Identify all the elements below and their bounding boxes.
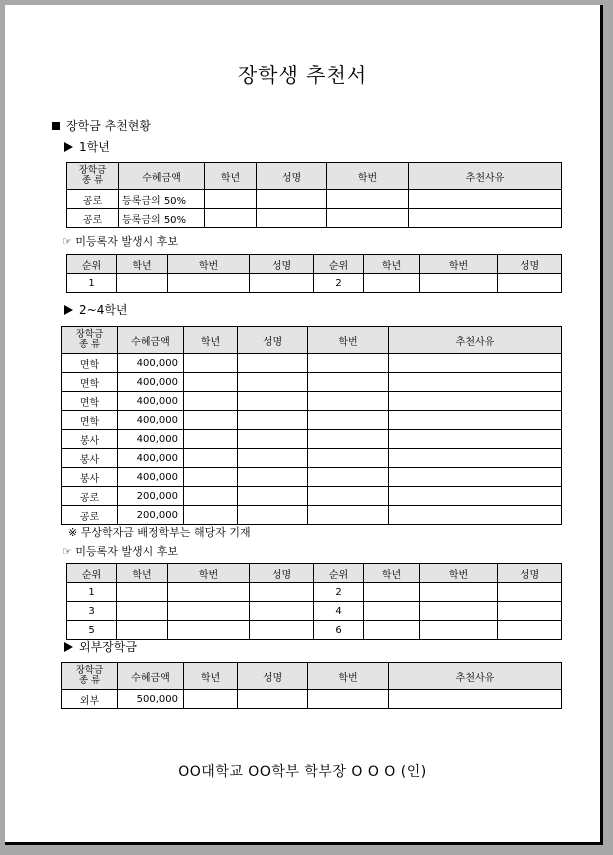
cell-grade[interactable] [117, 621, 168, 640]
cell-student-id[interactable] [308, 487, 389, 506]
signature-line: OO대학교 OO학부 학부장 O O O (인) [178, 764, 427, 780]
cell-amount: 200,000 [118, 506, 184, 525]
triangle-bullet-icon [64, 142, 73, 152]
cell-reason[interactable] [389, 487, 562, 506]
square-bullet-icon [52, 122, 60, 130]
cell-grade[interactable] [184, 373, 238, 392]
header-kind: 장학금 종 류 [62, 663, 118, 690]
cell-rank: 2 [314, 274, 364, 293]
table-row [67, 583, 562, 602]
table-row [62, 690, 562, 709]
cell-kind: 공로 [62, 487, 118, 506]
cell-student-id[interactable] [308, 468, 389, 487]
cell-reason[interactable] [389, 392, 562, 411]
year1-table [66, 162, 562, 228]
cell-amount: 400,000 [118, 430, 184, 449]
cell-reason[interactable] [389, 449, 562, 468]
header-kind: 장학금 종 류 [62, 327, 118, 354]
header-reason: 추천사유 [389, 663, 562, 690]
cell-student-id[interactable] [308, 690, 389, 709]
cell-kind: 외부 [62, 690, 118, 709]
cell-reason[interactable] [409, 190, 562, 209]
cell-student-id[interactable] [168, 583, 250, 602]
cell-rank: 1 [67, 583, 117, 602]
cell-grade[interactable] [184, 690, 238, 709]
cell-kind: 면학 [62, 392, 118, 411]
cell-amount: 400,000 [118, 411, 184, 430]
header-kind: 장학금 종 류 [67, 163, 119, 190]
table-row [62, 411, 562, 430]
table-row [67, 274, 562, 293]
cell-student-id[interactable] [420, 274, 498, 293]
section-title: 1학년 [79, 140, 110, 154]
header-name: 성명 [250, 255, 314, 274]
section-title: 외부장학금 [79, 640, 137, 654]
header-student-id: 학번 [420, 255, 498, 274]
cell-kind: 면학 [62, 411, 118, 430]
header-rank: 순위 [314, 255, 364, 274]
cell-name[interactable] [238, 373, 308, 392]
cell-student-id[interactable] [168, 602, 250, 621]
cell-name[interactable] [238, 468, 308, 487]
section-year1 [64, 138, 110, 155]
header-grade: 학년 [184, 663, 238, 690]
header-name: 성명 [250, 564, 314, 583]
cell-student-id[interactable] [308, 411, 389, 430]
table-row [62, 468, 562, 487]
cell-rank: 3 [67, 602, 117, 621]
reserve-table-2 [66, 563, 562, 640]
header-student-id: 학번 [168, 564, 250, 583]
cell-student-id[interactable] [308, 449, 389, 468]
cell-grade[interactable] [184, 392, 238, 411]
cell-kind: 공로 [62, 506, 118, 525]
table-row [62, 449, 562, 468]
header-student-id: 학번 [168, 255, 250, 274]
cell-rank: 2 [314, 583, 364, 602]
cell-name[interactable] [250, 621, 314, 640]
section-external [64, 638, 137, 655]
header-grade: 학년 [117, 564, 168, 583]
table-header-row [67, 255, 562, 274]
cell-grade[interactable] [184, 354, 238, 373]
cell-amount: 등록금의 50% [119, 209, 205, 228]
cell-amount: 등록금의 50% [119, 190, 205, 209]
assignment-note: ※ 무상학자금 배정학부는 해당자 기재 [68, 526, 251, 539]
document-page [5, 5, 603, 845]
cell-amount: 400,000 [118, 392, 184, 411]
header-amount: 수혜금액 [118, 663, 184, 690]
cell-student-id[interactable] [327, 209, 409, 228]
table-header-row [67, 163, 562, 190]
header-grade: 학년 [184, 327, 238, 354]
cell-grade[interactable] [364, 621, 420, 640]
table-row [62, 373, 562, 392]
cell-reason[interactable] [409, 209, 562, 228]
section-title: 장학금 추천현황 [66, 119, 151, 133]
cell-reason[interactable] [389, 430, 562, 449]
header-student-id: 학번 [327, 163, 409, 190]
header-name: 성명 [257, 163, 327, 190]
cell-student-id[interactable] [420, 621, 498, 640]
document-title: 장학생 추천서 [237, 63, 368, 87]
cell-student-id[interactable] [308, 354, 389, 373]
table-row [62, 354, 562, 373]
cell-kind: 봉사 [62, 430, 118, 449]
cell-amount: 400,000 [118, 468, 184, 487]
header-grade: 학년 [117, 255, 168, 274]
cell-name[interactable] [238, 354, 308, 373]
cell-student-id[interactable] [420, 583, 498, 602]
cell-name[interactable] [250, 602, 314, 621]
cell-rank: 1 [67, 274, 117, 293]
triangle-bullet-icon [64, 642, 73, 652]
header-rank: 순위 [314, 564, 364, 583]
cell-grade[interactable] [184, 411, 238, 430]
cell-reason[interactable] [389, 506, 562, 525]
reserve-table-1 [66, 254, 562, 293]
section-title: 2~4학년 [79, 303, 128, 317]
cell-kind: 공로 [67, 209, 119, 228]
cell-kind: 면학 [62, 354, 118, 373]
header-grade: 학년 [364, 255, 420, 274]
cell-student-id[interactable] [308, 392, 389, 411]
cell-student-id[interactable] [420, 602, 498, 621]
cell-reason[interactable] [389, 411, 562, 430]
cell-amount: 500,000 [118, 690, 184, 709]
cell-student-id[interactable] [308, 506, 389, 525]
cell-name[interactable] [238, 487, 308, 506]
header-amount: 수혜금액 [118, 327, 184, 354]
cell-grade[interactable] [364, 274, 420, 293]
table-row [67, 190, 562, 209]
cell-grade[interactable] [205, 209, 257, 228]
header-grade: 학년 [205, 163, 257, 190]
external-table [61, 662, 562, 709]
reserve-heading-1: ☞ 미등록자 발생시 후보 [62, 235, 178, 248]
cell-grade[interactable] [117, 274, 168, 293]
cell-student-id[interactable] [308, 430, 389, 449]
cell-name[interactable] [257, 209, 327, 228]
cell-grade[interactable] [184, 468, 238, 487]
table-header-row [67, 564, 562, 583]
header-rank: 순위 [67, 255, 117, 274]
cell-rank: 6 [314, 621, 364, 640]
header-reason: 추천사유 [409, 163, 562, 190]
cell-reason[interactable] [389, 690, 562, 709]
section-year2-4 [64, 301, 128, 318]
cell-name[interactable] [498, 621, 562, 640]
cell-amount: 200,000 [118, 487, 184, 506]
section-scholarship-status [52, 117, 151, 134]
header-reason: 추천사유 [389, 327, 562, 354]
cell-grade[interactable] [117, 602, 168, 621]
table-row [67, 621, 562, 640]
header-name: 성명 [238, 327, 308, 354]
cell-amount: 400,000 [118, 449, 184, 468]
cell-name[interactable] [238, 449, 308, 468]
cell-grade[interactable] [205, 190, 257, 209]
cell-name[interactable] [498, 274, 562, 293]
cell-grade[interactable] [184, 449, 238, 468]
header-name: 성명 [498, 564, 562, 583]
table-header-row [62, 663, 562, 690]
header-student-id: 학번 [420, 564, 498, 583]
cell-kind: 봉사 [62, 449, 118, 468]
cell-name[interactable] [498, 602, 562, 621]
cell-grade[interactable] [364, 583, 420, 602]
cell-amount: 400,000 [118, 373, 184, 392]
cell-name[interactable] [238, 430, 308, 449]
cell-student-id[interactable] [308, 373, 389, 392]
cell-reason[interactable] [389, 354, 562, 373]
header-student-id: 학번 [308, 327, 389, 354]
cell-student-id[interactable] [327, 190, 409, 209]
table-header-row [62, 327, 562, 354]
table-row [62, 392, 562, 411]
cell-kind: 면학 [62, 373, 118, 392]
header-rank: 순위 [67, 564, 117, 583]
cell-name[interactable] [498, 583, 562, 602]
cell-grade[interactable] [184, 430, 238, 449]
header-name: 성명 [238, 663, 308, 690]
cell-grade[interactable] [364, 602, 420, 621]
cell-rank: 5 [67, 621, 117, 640]
header-amount: 수혜금액 [119, 163, 205, 190]
header-name: 성명 [498, 255, 562, 274]
cell-amount: 400,000 [118, 354, 184, 373]
header-grade: 학년 [364, 564, 420, 583]
cell-name[interactable] [250, 583, 314, 602]
cell-kind: 공로 [67, 190, 119, 209]
table-row [62, 506, 562, 525]
cell-grade[interactable] [184, 506, 238, 525]
cell-grade[interactable] [117, 583, 168, 602]
cell-name[interactable] [257, 190, 327, 209]
cell-grade[interactable] [184, 487, 238, 506]
year2-4-table [61, 326, 562, 525]
triangle-bullet-icon [64, 305, 73, 315]
table-row [67, 209, 562, 228]
cell-reason[interactable] [389, 373, 562, 392]
table-row [62, 430, 562, 449]
table-row [67, 602, 562, 621]
cell-name[interactable] [250, 274, 314, 293]
cell-rank: 4 [314, 602, 364, 621]
cell-kind: 봉사 [62, 468, 118, 487]
cell-student-id[interactable] [168, 621, 250, 640]
cell-name[interactable] [238, 392, 308, 411]
reserve-heading-2: ☞ 미등록자 발생시 후보 [62, 545, 178, 558]
cell-student-id[interactable] [168, 274, 250, 293]
header-student-id: 학번 [308, 663, 389, 690]
cell-name[interactable] [238, 690, 308, 709]
cell-name[interactable] [238, 506, 308, 525]
cell-name[interactable] [238, 411, 308, 430]
table-row [62, 487, 562, 506]
cell-reason[interactable] [389, 468, 562, 487]
